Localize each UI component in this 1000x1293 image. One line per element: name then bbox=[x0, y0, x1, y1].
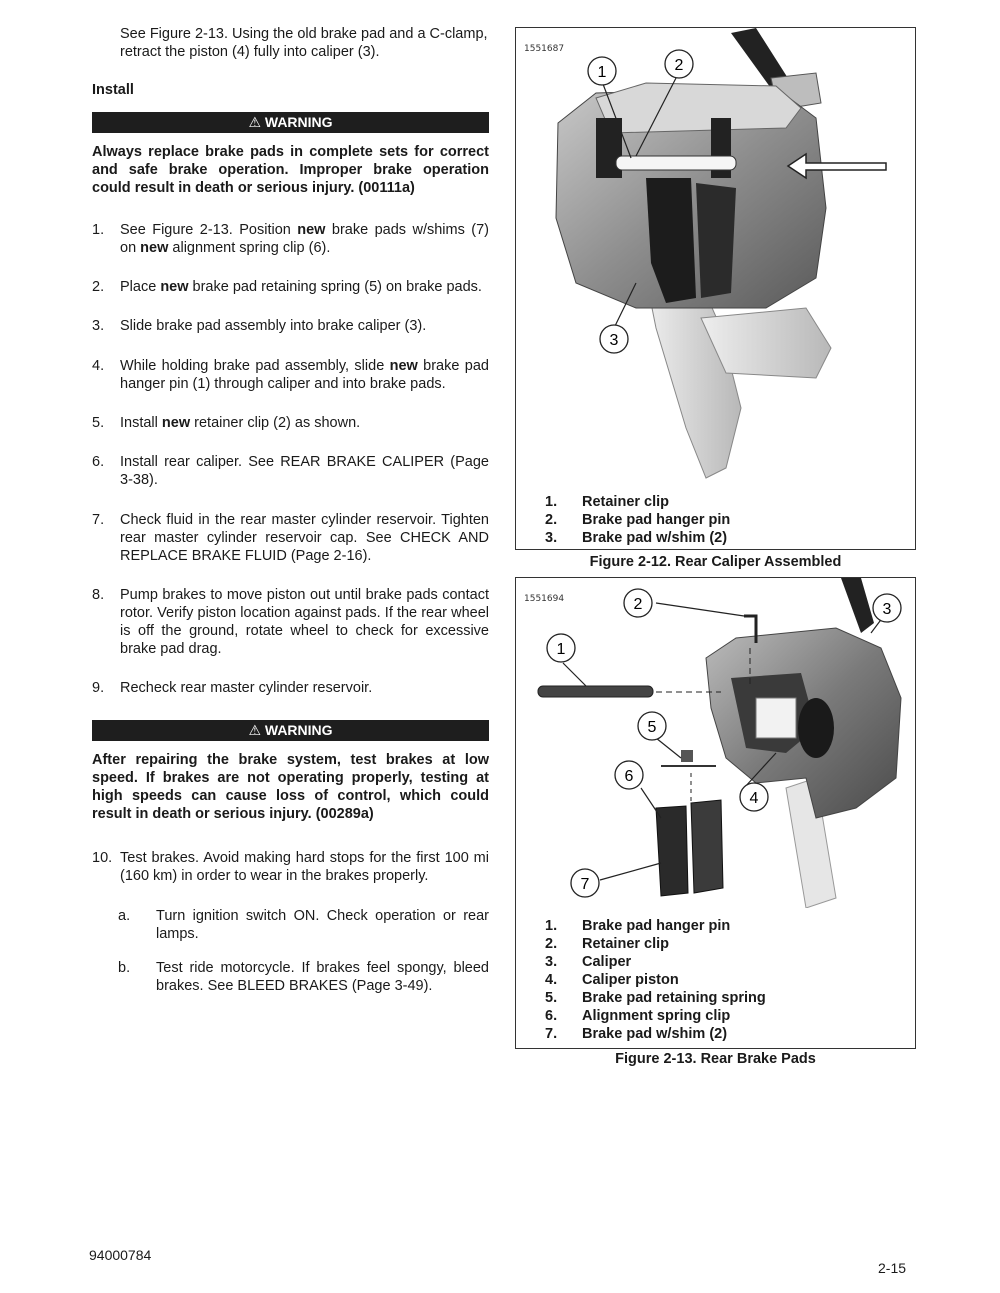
callout-5 bbox=[638, 712, 666, 740]
step-text: Install new retainer clip (2) as shown. bbox=[120, 415, 361, 431]
step-text: Slide brake pad assembly into brake caliper (3). bbox=[120, 318, 427, 334]
svg-text:2: 2 bbox=[633, 596, 643, 613]
callout-4 bbox=[740, 783, 768, 811]
substep-text: Test ride motorcycle. If brakes feel spongy, bleed brakes. See BLEED BRAKES (Page 3-49). bbox=[156, 960, 489, 994]
step-8 bbox=[92, 586, 489, 658]
step-text: Place new brake pad retaining spring (5) on brake pads. bbox=[120, 279, 482, 295]
step-3 bbox=[92, 317, 489, 335]
step-text: Install rear caliper. See REAR BRAKE CALIPER (Page 3-38). bbox=[120, 454, 489, 488]
step-2 bbox=[92, 278, 489, 296]
step-text: Test brakes. Avoid making hard stops for the first 100 mi (160 km) in order to wear in the brakes properly. bbox=[120, 850, 489, 884]
warning-banner-2: ⚠ WARNING bbox=[92, 720, 489, 741]
warning-text-1: Always replace brake pads in complete sets for correct and safe brake operation. Improper brake operation could result in death or serious injury. (00111a) bbox=[92, 144, 489, 196]
svg-text:3: 3 bbox=[882, 601, 892, 618]
caliper-assembled-illustration bbox=[516, 28, 915, 498]
warning-text-2: After repairing the brake system, test brakes at low speed. If brakes are not operating properly, testing at high speeds can cause loss of control, which could result in death or serious injury. (00289a) bbox=[92, 752, 489, 822]
figure-2-12: 1551687 1 2 3 1. Retainer clip 2. Brake pad hanger pin 3. Brake pad w/shim (2) bbox=[515, 27, 916, 550]
callout-3 bbox=[600, 325, 628, 353]
intro-paragraph: See Figure 2-13. Using the old brake pad and a C-clamp, retract the piston (4) fully into caliper (3). bbox=[120, 26, 488, 60]
install-heading: Install bbox=[92, 82, 134, 98]
step-text: While holding brake pad assembly, slide new brake pad hanger pin (1) through caliper and into brake pads. bbox=[120, 358, 489, 392]
callout-1 bbox=[588, 57, 616, 85]
step-text: Pump brakes to move piston out until brake pads contact rotor. Verify piston location against pads. If the rear wheel is off the ground, rotate wheel to check for excessive brake pad drag. bbox=[120, 587, 489, 657]
brake-pads-exploded-illustration bbox=[516, 578, 915, 908]
step-6 bbox=[92, 453, 489, 489]
step-text: Recheck rear master cylinder reservoir. bbox=[120, 680, 373, 696]
step-number: 3. bbox=[92, 318, 105, 334]
step-number: 7. bbox=[92, 512, 105, 528]
step-number: 5. bbox=[92, 415, 105, 431]
step-number: 9. bbox=[92, 680, 105, 696]
svg-text:5: 5 bbox=[647, 719, 657, 736]
step-number: 1. bbox=[92, 222, 105, 238]
step-number: 4. bbox=[92, 358, 105, 374]
step-9 bbox=[92, 679, 489, 697]
svg-text:2: 2 bbox=[674, 57, 684, 74]
substep-b bbox=[92, 959, 489, 995]
figure-caption-2-13: Figure 2-13. Rear Brake Pads bbox=[615, 1051, 816, 1067]
figure-id: 1551687 bbox=[524, 44, 565, 54]
svg-text:3: 3 bbox=[609, 332, 619, 349]
step-4 bbox=[92, 357, 489, 393]
callout-1 bbox=[547, 634, 575, 662]
callout-6 bbox=[615, 761, 643, 789]
document-number: 94000784 bbox=[89, 1247, 152, 1263]
svg-text:1: 1 bbox=[556, 641, 566, 658]
step-number: 10. bbox=[92, 850, 113, 866]
svg-text:7: 7 bbox=[580, 876, 590, 893]
svg-text:1: 1 bbox=[597, 64, 607, 81]
step-number: 6. bbox=[92, 454, 105, 470]
warning-banner-1: ⚠ WARNING bbox=[92, 112, 489, 133]
substep-a bbox=[92, 907, 489, 943]
step-7 bbox=[92, 511, 489, 565]
callout-3 bbox=[873, 594, 901, 622]
substep-letter: b. bbox=[118, 960, 131, 976]
step-number: 2. bbox=[92, 279, 105, 295]
step-number: 8. bbox=[92, 587, 105, 603]
svg-text:4: 4 bbox=[749, 790, 759, 807]
substep-text: Turn ignition switch ON. Check operation or rear lamps. bbox=[156, 908, 489, 942]
step-1 bbox=[92, 221, 489, 257]
step-text: Check fluid in the rear master cylinder reservoir. Tighten rear master cylinder reservoir cap. See CHECK AND REPLACE BRAKE FLUID (Page 2-16). bbox=[120, 512, 489, 564]
step-text: See Figure 2-13. Position new brake pads w/shims (7) on new alignment spring clip (6). bbox=[120, 222, 489, 256]
callout-2 bbox=[665, 50, 693, 78]
callout-7 bbox=[571, 869, 599, 897]
callout-2 bbox=[624, 589, 652, 617]
step-10 bbox=[92, 849, 489, 885]
svg-text:6: 6 bbox=[624, 768, 634, 785]
figure-id: 1551694 bbox=[524, 594, 565, 604]
figure-2-13: 1551694 1 2 3 4 5 6 7 1. Brake pad hanger pin 2. Retainer clip 3. Caliper 4. Caliper piston 5. Brake pad retaining spring 6. Alignment spring clip 7. Brake pad w/shim (2) bbox=[515, 577, 916, 1049]
page-number: 2-15 bbox=[878, 1260, 907, 1276]
step-5 bbox=[92, 414, 489, 432]
figure-caption-2-12: Figure 2-12. Rear Caliper Assembled bbox=[589, 554, 842, 570]
substep-letter: a. bbox=[118, 908, 131, 924]
